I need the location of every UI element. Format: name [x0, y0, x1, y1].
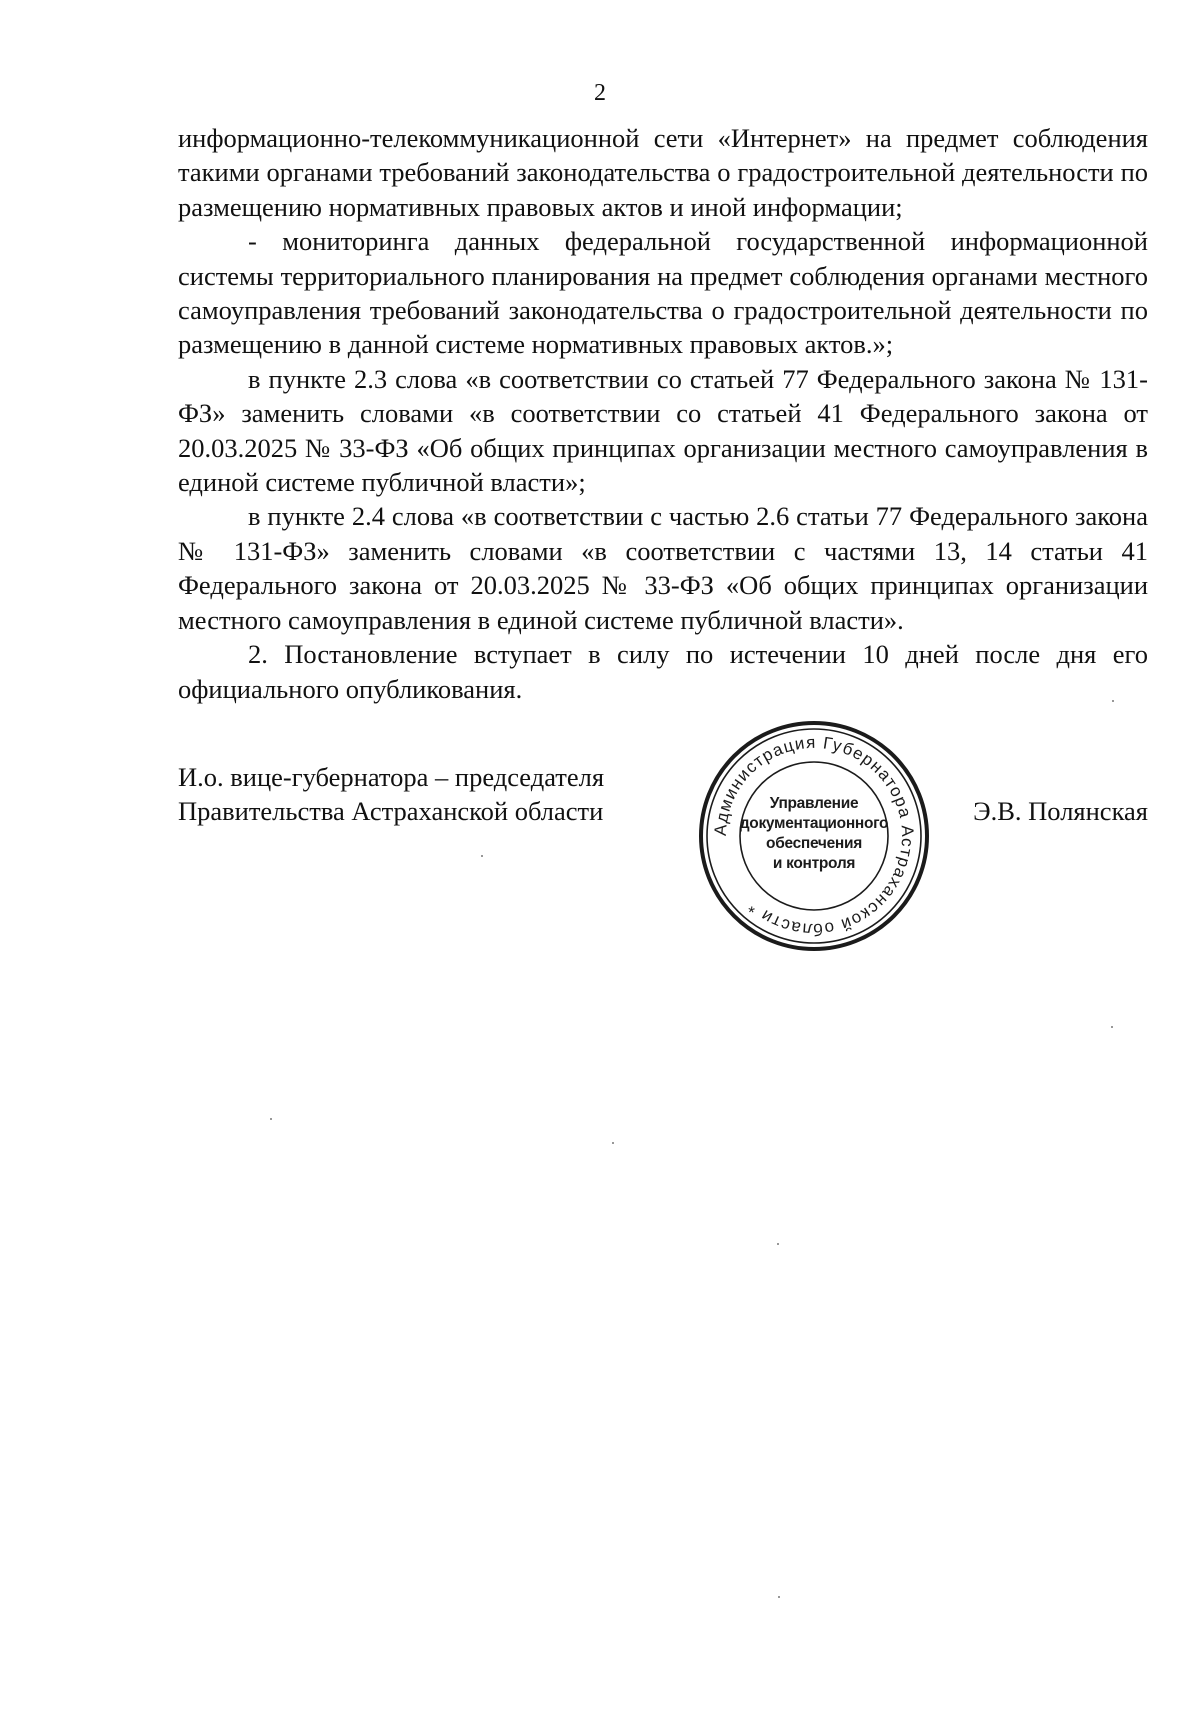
seal-center-line-1: Управление [769, 795, 859, 812]
seal-ring-text: Администрация Губернатора Астраханской области * [710, 732, 918, 940]
scan-speck [481, 855, 483, 857]
seal-center-line-3: обеспечения [766, 835, 862, 852]
scan-speck [612, 1142, 614, 1144]
paragraph-3: в пункте 2.3 слова «в соответствии со статьей 77 Федерального закона № 131-ФЗ» заменить словами «в соответствии со статьей 41 Федерального закона от 20.03.2025 № 33-ФЗ «Об общих принципах организации местного самоуправления в единой системе публичной власти»; [178, 363, 1148, 498]
official-seal [694, 716, 934, 956]
page-number: 2 [594, 80, 606, 106]
document-body [178, 121, 1148, 706]
signatory-position [178, 760, 658, 829]
seal-center-line-4: и контроля [772, 855, 856, 872]
seal-center-text [694, 794, 934, 874]
paragraph-4: в пункте 2.4 слова «в соответствии с частью 2.6 статьи 77 Федерального закона № 131-ФЗ» заменить словами «в соответствии с частями 13, 14 статьи 41 Федерального закона от 20.03.2025 № 33-ФЗ «Об общих принципах организации местного самоуправления в единой системе публичной власти». [178, 501, 1148, 635]
signatory-name: Э.В. Полянская [973, 796, 1148, 826]
signatory-position-line-1: И.о. вице-губернатора – председателя [178, 762, 605, 792]
scan-speck [1112, 700, 1114, 702]
paragraph-2: - мониторинга данных федеральной государственной информационной системы территориального планирования на предмет соблюдения органами местного самоуправления требований законодательства о градостроительной деятельности по размещению в данной системе нормативных правовых актов.»; [178, 226, 1148, 360]
paragraph-1: информационно-телекоммуникационной сети «Интернет» на предмет соблюдения такими органами требований законодательства о градостроительной деятельности по размещению нормативных правовых актов и иной информации; [178, 123, 1148, 222]
seal-center-line-2: документационного [739, 815, 889, 832]
scan-speck [778, 1596, 780, 1598]
scan-speck [270, 1118, 272, 1120]
paragraph-5: 2. Постановление вступает в силу по истечении 10 дней после дня его официального опубликования. [178, 639, 1148, 704]
scan-speck [777, 1243, 779, 1245]
signatory-position-line-2: Правительства Астраханской области [178, 796, 604, 827]
scan-speck [1111, 1026, 1113, 1028]
